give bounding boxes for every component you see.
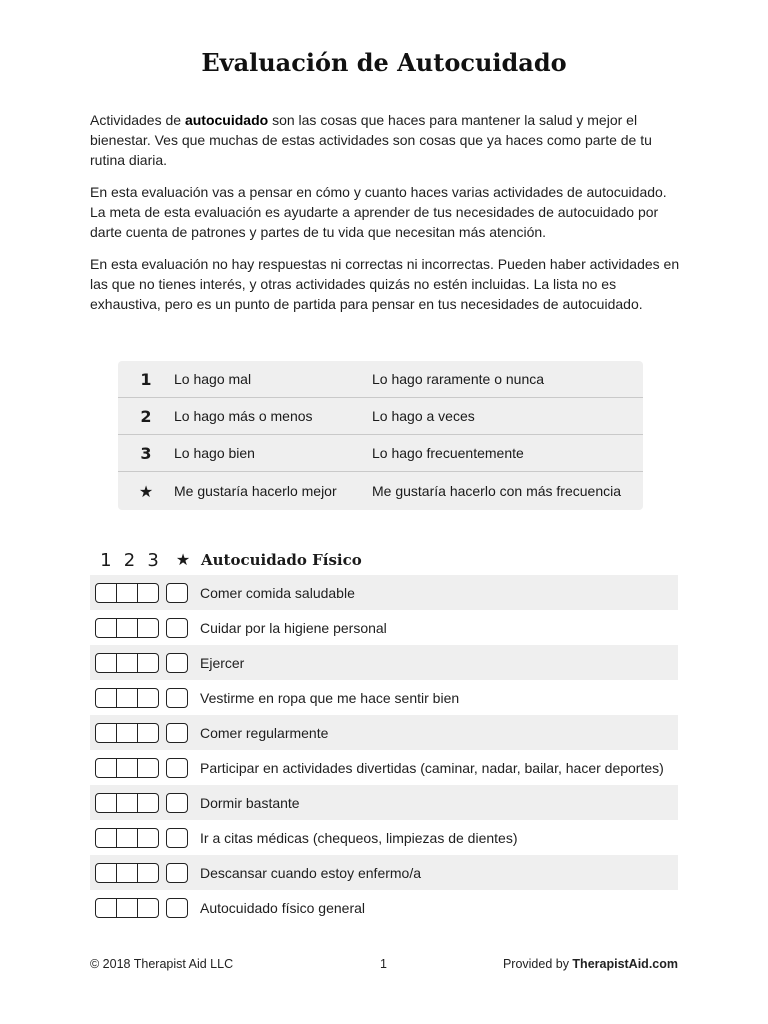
item-label: Comer regularmente bbox=[200, 724, 329, 741]
rating-box-3[interactable] bbox=[138, 619, 158, 637]
rating-box-1[interactable] bbox=[96, 584, 117, 602]
activity-list bbox=[90, 575, 678, 925]
rating-boxes bbox=[95, 688, 159, 708]
list-item bbox=[90, 855, 678, 890]
star-box[interactable] bbox=[166, 583, 188, 603]
rating-box-3[interactable] bbox=[138, 759, 158, 777]
rating-boxes bbox=[95, 898, 159, 918]
rating-boxes bbox=[95, 583, 159, 603]
rating-box-2[interactable] bbox=[117, 654, 138, 672]
list-item bbox=[90, 645, 678, 680]
star-box[interactable] bbox=[166, 653, 188, 673]
column-header-1: 1 bbox=[100, 549, 112, 571]
footer bbox=[90, 957, 678, 971]
star-box[interactable] bbox=[166, 863, 188, 883]
bold-term: autocuidado bbox=[184, 112, 269, 128]
rating-box-1[interactable] bbox=[96, 724, 117, 742]
legend-row bbox=[118, 472, 643, 510]
star-icon: ★ bbox=[175, 552, 191, 569]
rating-boxes bbox=[95, 723, 159, 743]
legend-frequency: Me gustaría hacerlo con más frecuencia bbox=[372, 483, 622, 499]
rating-box-3[interactable] bbox=[138, 724, 158, 742]
rating-box-3[interactable] bbox=[138, 794, 158, 812]
star-box[interactable] bbox=[166, 828, 188, 848]
rating-box-2[interactable] bbox=[117, 619, 138, 637]
rating-boxes bbox=[95, 828, 159, 848]
rating-box-3[interactable] bbox=[138, 689, 158, 707]
rating-boxes bbox=[95, 653, 159, 673]
rating-box-2[interactable] bbox=[117, 899, 138, 917]
brand-link[interactable]: TherapistAid.com bbox=[572, 957, 678, 971]
legend-frequency: Lo hago frecuentemente bbox=[372, 445, 524, 461]
rating-box-3[interactable] bbox=[138, 864, 158, 882]
rating-boxes bbox=[95, 863, 159, 883]
rating-box-2[interactable] bbox=[117, 864, 138, 882]
rating-box-2[interactable] bbox=[117, 759, 138, 777]
star-box[interactable] bbox=[166, 898, 188, 918]
intro-paragraph-2: En esta evaluación vas a pensar en cómo y cuanto haces varias actividades de autocuidado. La meta de esta evaluación es ayudarte a aprender de tus necesidades de autocuidado por darte cuenta de patrones y partes de tu vida que necesitan más atención. bbox=[90, 184, 667, 240]
legend-key: 1 bbox=[140, 369, 152, 389]
legend-row bbox=[118, 435, 643, 472]
star-box[interactable] bbox=[166, 618, 188, 638]
star-icon: ★ bbox=[138, 481, 154, 501]
rating-box-1[interactable] bbox=[96, 689, 117, 707]
rating-box-2[interactable] bbox=[117, 794, 138, 812]
legend-row bbox=[118, 398, 643, 435]
list-item bbox=[90, 785, 678, 820]
legend-row bbox=[118, 361, 643, 398]
rating-boxes bbox=[95, 793, 159, 813]
list-item bbox=[90, 610, 678, 645]
section-title: Autocuidado Físico bbox=[201, 551, 362, 569]
list-item bbox=[90, 890, 678, 925]
column-header-3: 3 bbox=[147, 549, 159, 571]
intro-paragraph-3: En esta evaluación no hay respuestas ni correctas ni incorrectas. Pueden haber actividades en las que no tienes interés, y otras actividades quizás no estén incluidas. La lista no es exhaustiva, pero es un punto de partida para pensar en tus necesidades de autocuidado. bbox=[90, 256, 680, 312]
rating-box-1[interactable] bbox=[96, 829, 117, 847]
item-label: Dormir bastante bbox=[200, 794, 300, 811]
rating-box-3[interactable] bbox=[138, 829, 158, 847]
item-label: Comer comida saludable bbox=[200, 584, 355, 601]
rating-box-1[interactable] bbox=[96, 794, 117, 812]
item-label: Participar en actividades divertidas (caminar, nadar, bailar, hacer deportes) bbox=[200, 759, 664, 776]
rating-box-1[interactable] bbox=[96, 899, 117, 917]
intro-text bbox=[90, 110, 680, 326]
item-label: Cuidar por la higiene personal bbox=[200, 619, 387, 636]
copyright: © 2018 Therapist Aid LLC bbox=[90, 957, 234, 971]
item-label: Ir a citas médicas (chequeos, limpiezas de dientes) bbox=[200, 829, 518, 846]
star-box[interactable] bbox=[166, 793, 188, 813]
rating-box-2[interactable] bbox=[117, 724, 138, 742]
rating-box-3[interactable] bbox=[138, 899, 158, 917]
rating-boxes bbox=[95, 758, 159, 778]
column-header-2: 2 bbox=[123, 549, 136, 571]
rating-boxes bbox=[95, 618, 159, 638]
legend-key: 3 bbox=[140, 443, 152, 463]
rating-box-2[interactable] bbox=[117, 829, 138, 847]
item-label: Autocuidado físico general bbox=[200, 899, 365, 916]
rating-box-1[interactable] bbox=[96, 654, 117, 672]
legend-key: 2 bbox=[140, 406, 152, 426]
star-box[interactable] bbox=[166, 723, 188, 743]
rating-box-3[interactable] bbox=[138, 654, 158, 672]
legend-frequency: Lo hago a veces bbox=[372, 408, 475, 424]
legend-skill: Lo hago bien bbox=[174, 445, 255, 461]
rating-box-1[interactable] bbox=[96, 759, 117, 777]
item-label: Vestirme en ropa que me hace sentir bien bbox=[200, 689, 460, 706]
legend-skill: Lo hago mal bbox=[174, 371, 252, 387]
list-item bbox=[90, 715, 678, 750]
list-item bbox=[90, 680, 678, 715]
list-item bbox=[90, 750, 678, 785]
provided-by: Provided by TherapistAid.com bbox=[502, 957, 678, 971]
rating-legend bbox=[118, 361, 643, 510]
legend-frequency: Lo hago raramente o nunca bbox=[372, 371, 545, 387]
legend-skill: Lo hago más o menos bbox=[174, 408, 313, 424]
star-box[interactable] bbox=[166, 758, 188, 778]
rating-box-1[interactable] bbox=[96, 619, 117, 637]
rating-column-headers bbox=[90, 550, 165, 571]
rating-box-1[interactable] bbox=[96, 864, 117, 882]
rating-box-2[interactable] bbox=[117, 584, 138, 602]
item-label: Ejercer bbox=[200, 654, 245, 671]
legend-skill: Me gustaría hacerlo mejor bbox=[174, 483, 337, 499]
list-item bbox=[90, 820, 678, 855]
star-box[interactable] bbox=[166, 688, 188, 708]
section-header bbox=[90, 546, 678, 574]
rating-box-3[interactable] bbox=[138, 584, 158, 602]
rating-box-2[interactable] bbox=[117, 689, 138, 707]
page-number: 1 bbox=[380, 957, 387, 971]
intro-paragraph-1: Actividades de autocuidado son las cosas que haces para mantener la salud y mejor el bienestar. Ves que muchas de estas actividades son cosas que ya haces como parte de tu rutina diaria. bbox=[90, 112, 652, 168]
item-label: Descansar cuando estoy enfermo/a bbox=[200, 864, 422, 881]
list-item bbox=[90, 575, 678, 610]
page-title: Evaluación de Autocuidado bbox=[201, 48, 567, 77]
